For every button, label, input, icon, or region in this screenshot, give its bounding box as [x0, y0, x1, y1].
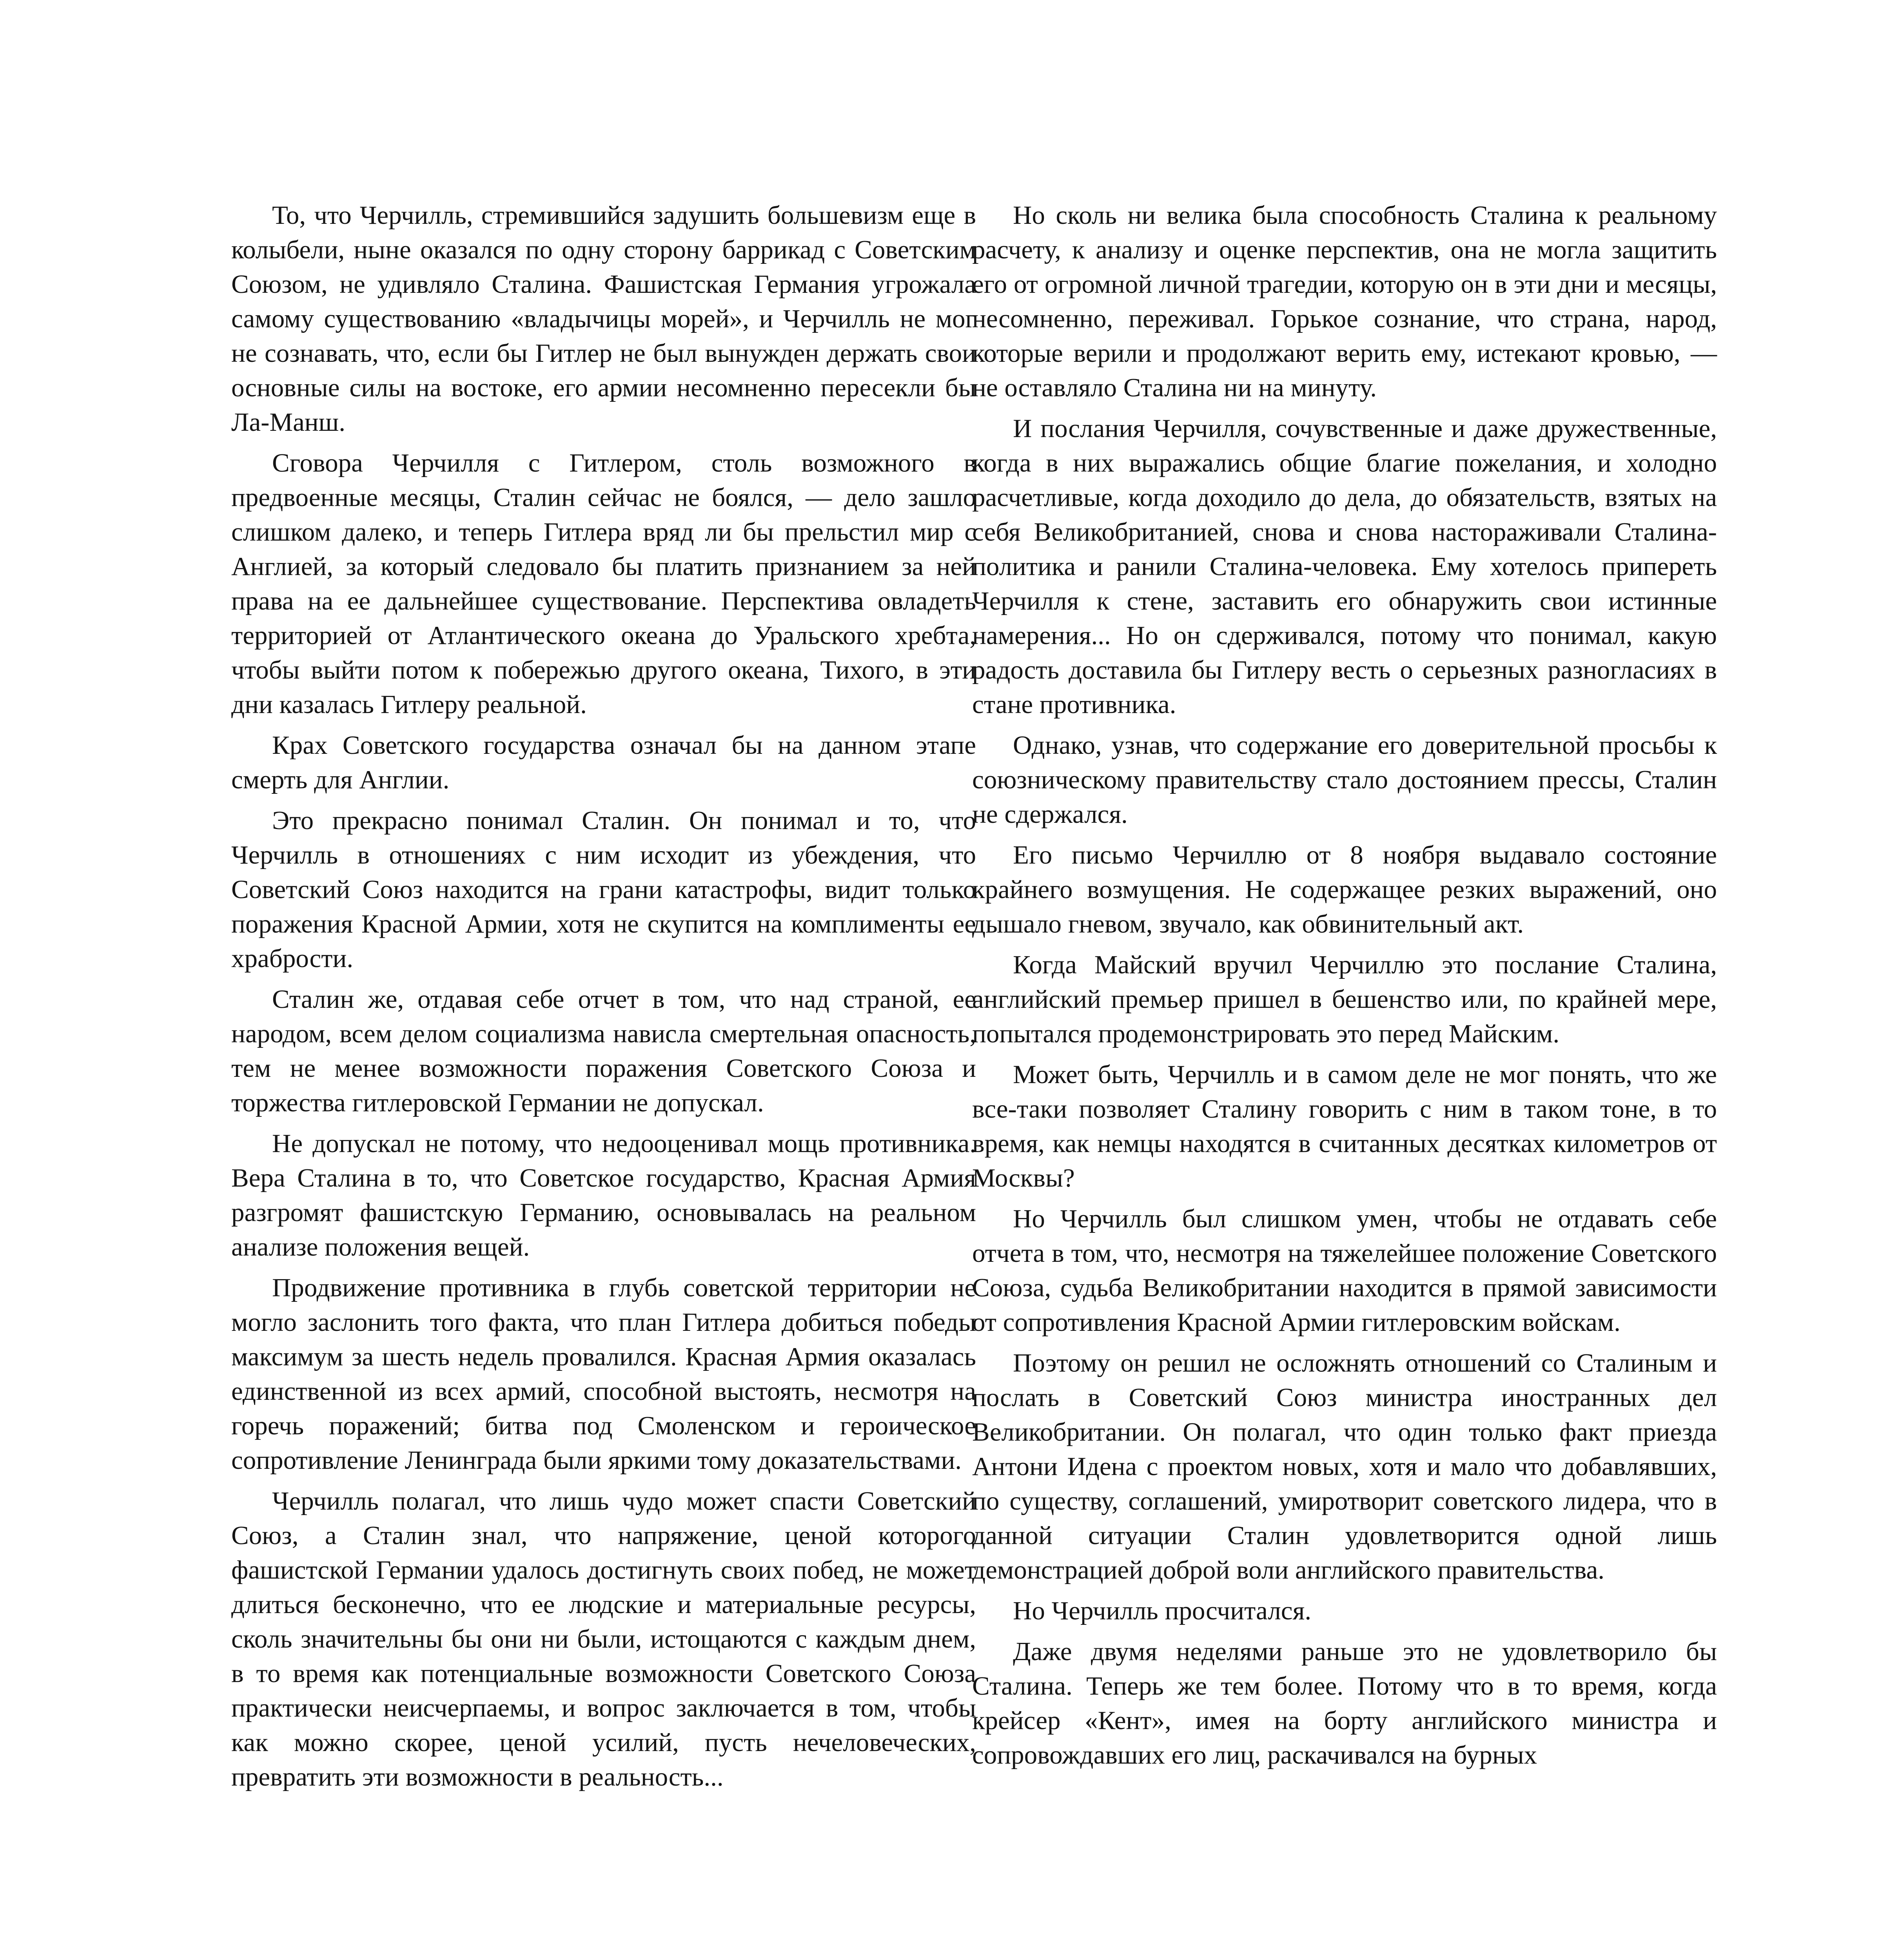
- paragraph: Но Черчилль был слишком умен, чтобы не отдавать себе отчета в том, что, несмотря на тяжелейшее положение Советского Союза, судьба Великобритании находится в прямой зависимости от сопротивления Красной Армии гитлеровским войскам.: [972, 1204, 1717, 1337]
- paragraph: Сговора Черчилля с Гитлером, столь возможного в предвоенные месяцы, Сталин сейчас не боялся, — дело зашло слишком далеко, и теперь Гитлера вряд ли бы прельстил мир с Англией, за который следовало бы платить признанием за ней права на ее дальнейшее существование. Перспектива овладеть территорией от Атлантического океана до Уральского хребта, чтобы выйти потом к побережью другого океана, Тихого, в эти дни казалась Гитлеру реальной.: [231, 448, 976, 719]
- right-column: [972, 198, 1717, 1779]
- paragraph: Даже двумя неделями раньше это не удовлетворило бы Сталина. Теперь же тем более. Потому что в то время, когда крейсер «Кент», имея на борту английского министра и сопровождавших его лиц, раскачивался на бурных: [972, 1637, 1717, 1769]
- paragraph: Черчилль полагал, что лишь чудо может спасти Советский Союз, а Сталин знал, что напряжение, ценой которого фашистской Германии удалось достигнуть своих побед, не может длиться бесконечно, что ее людские и материальные ресурсы, сколь значительны бы они ни были, истощаются с каждым днем, в то время как потенциальные возможности Советского Союза практически неисчерпаемы, и вопрос заключается в том, чтобы как можно скорее, ценой усилий, пусть нечеловеческих, превратить эти возможности в реальность...: [231, 1486, 976, 1791]
- paragraph: Не допускал не потому, что недооценивал мощь противника. Вера Сталина в то, что Советское государство, Красная Армия разгромят фашистскую Германию, основывалась на реальном анализе положения вещей.: [231, 1129, 976, 1261]
- paragraph: Но сколь ни велика была способность Сталина к реальному расчету, к анализу и оценке перспектив, она не могла защитить его от огромной личной трагедии, которую он в эти дни и месяцы, несомненно, переживал. Горькое сознание, что страна, народ, которые верили и продолжают верить ему, истекают кровью, — не оставляло Сталина ни на минуту.: [972, 201, 1717, 402]
- paragraph: Крах Советского государства означал бы на данном этапе смерть для Англии.: [231, 731, 976, 794]
- paragraph: Поэтому он решил не осложнять отношений со Сталиным и послать в Советский Союз министра иностранных дел Великобритании. Он полагал, что один только факт приезда Антони Идена с проектом новых, хотя и мало что добавлявших, по существу, соглашений, умиротворит советского лидера, что в данной ситуации Сталин удовлетворится одной лишь демонстрацией доброй воли английского правительства.: [972, 1348, 1717, 1584]
- left-column: [231, 198, 976, 1800]
- paragraph: И послания Черчилля, сочувственные и даже дружественные, когда в них выражались общие благие пожелания, и холодно расчетливые, когда доходило до дела, до обязательств, взятых на себя Великобританией, снова и снова настораживали Сталина-политика и ранили Сталина-человека. Ему хотелось припереть Черчилля к стене, заставить его обнаружить свои истинные намерения... Но он сдерживался, потому что понимал, какую радость доставила бы Гитлеру весть о серьезных разногласиях в стане противника.: [972, 414, 1717, 719]
- paragraph: Это прекрасно понимал Сталин. Он понимал и то, что Черчилль в отношениях с ним исходит из убеждения, что Советский Союз находится на грани катастрофы, видит только поражения Красной Армии, хотя не скупится на комплименты ее храбрости.: [231, 806, 976, 973]
- paragraph: Его письмо Черчиллю от 8 ноября выдавало состояние крайнего возмущения. Не содержащее резких выражений, оно дышало гневом, звучало, как обвинительный акт.: [972, 840, 1717, 938]
- paragraph: Может быть, Черчилль и в самом деле не мог понять, что же все-таки позволяет Сталину говорить с ним в таком тоне, в то время, как немцы находятся в считанных десятках километров от Москвы?: [972, 1060, 1717, 1192]
- paragraph: То, что Черчилль, стремившийся задушить большевизм еще в колыбели, ныне оказался по одну сторону баррикад с Советским Союзом, не удивляло Сталина. Фашистская Германия угрожала самому существованию «владычицы морей», и Черчилль не мог не сознавать, что, если бы Гитлер не был вынужден держать свои основные силы на востоке, его армии несомненно пересекли бы Ла-Манш.: [231, 201, 976, 437]
- paragraph: Сталин же, отдавая себе отчет в том, что над страной, ее народом, всем делом социализма нависла смертельная опасность, тем не менее возможности поражения Советского Союза и торжества гитлеровской Германии не допускал.: [231, 985, 976, 1117]
- paragraph: Продвижение противника в глубь советской территории не могло заслонить того факта, что план Гитлера добиться победы максимум за шесть недель провалился. Красная Армия оказалась единственной из всех армий, способной выстоять, несмотря на горечь поражений; битва под Смоленском и героическое сопротивление Ленинграда были яркими тому доказательствами.: [231, 1273, 976, 1475]
- paragraph: Когда Майский вручил Черчиллю это послание Сталина, английский премьер пришел в бешенство или, по крайней мере, попытался продемонстрировать это перед Майским.: [972, 950, 1717, 1048]
- paragraph: Однако, узнав, что содержание его доверительной просьбы к союзническому правительству стало достоянием прессы, Сталин не сдержался.: [972, 731, 1717, 829]
- paragraph: Но Черчилль просчитался.: [1013, 1596, 1312, 1625]
